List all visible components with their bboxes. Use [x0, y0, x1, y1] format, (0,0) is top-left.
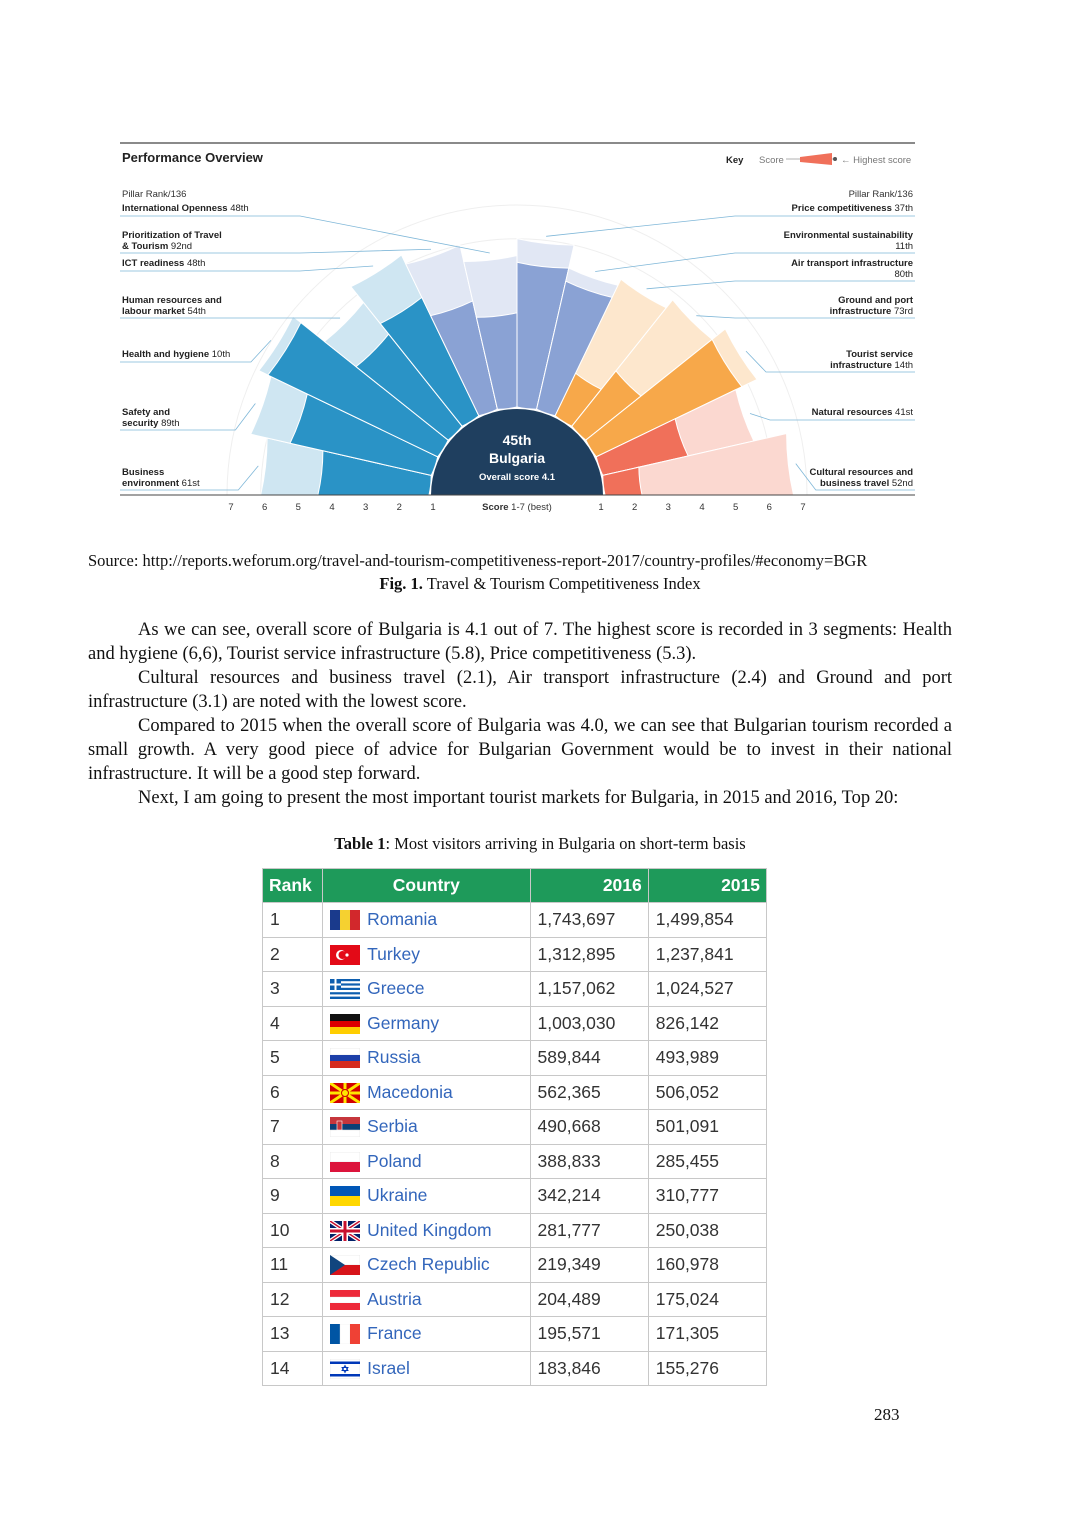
- pillar-label: & Tourism 92nd: [122, 241, 193, 252]
- figure-source: Source: http://reports.weforum.org/travel-and-tourism-competitiveness-report-2017/country-profiles/#economy=BGR: [88, 551, 868, 570]
- israel-flag-icon: [330, 1359, 360, 1379]
- pillar-rank: 48th: [186, 258, 206, 269]
- country-link[interactable]: Austria: [367, 1288, 422, 1309]
- pillar-rank: 80th: [894, 269, 913, 280]
- cell-2016: 219,349: [530, 1248, 648, 1283]
- czech-flag-icon: [330, 1255, 360, 1275]
- cell-2015: 493,989: [648, 1041, 766, 1076]
- table-label: Table 1: [334, 834, 386, 853]
- cell-2016: 183,846: [530, 1351, 648, 1386]
- cell-2015: 1,499,854: [648, 903, 766, 938]
- table-row: [263, 1248, 767, 1283]
- cell-2015: 285,455: [648, 1144, 766, 1179]
- axis-tick-label: 1: [598, 502, 604, 513]
- center-country: Bulgaria: [488, 450, 546, 466]
- cell-rank: 2: [263, 937, 323, 972]
- cell-rank: 9: [263, 1179, 323, 1214]
- table-row: [263, 1075, 767, 1110]
- page-number: 283: [874, 1405, 900, 1424]
- axis-tick-label: 4: [329, 502, 335, 513]
- axis-label-score: Score: [482, 502, 509, 513]
- pillar-label: Tourist service: [846, 349, 913, 360]
- performance-overview-figure: [110, 135, 925, 520]
- cell-rank: 4: [263, 1006, 323, 1041]
- cell-2015: 250,038: [648, 1213, 766, 1248]
- pillar-label: labour market 54th: [122, 306, 206, 317]
- pillar-rank: 92nd: [170, 241, 193, 252]
- cell-2016: 204,489: [530, 1282, 648, 1317]
- cell-rank: 6: [263, 1075, 323, 1110]
- pillar-label: infrastructure 14th: [830, 360, 913, 371]
- pillar-label: Business: [122, 467, 165, 478]
- pillar-label: Environmental sustainability: [783, 230, 913, 241]
- country-link[interactable]: Russia: [367, 1047, 421, 1068]
- cell-country: [323, 1248, 530, 1283]
- center-overall-score: Overall score 4.1: [478, 472, 556, 483]
- cell-2016: 490,668: [530, 1110, 648, 1145]
- cell-2015: 1,024,527: [648, 972, 766, 1007]
- header-2016: 2016: [530, 869, 648, 903]
- uk-flag-icon: [330, 1221, 360, 1241]
- table-row: [263, 1351, 767, 1386]
- pillar-label: business travel 52nd: [820, 478, 913, 489]
- cell-2016: 1,312,895: [530, 937, 648, 972]
- cell-country: [323, 903, 530, 938]
- table-row: [263, 1317, 767, 1352]
- country-link[interactable]: Poland: [367, 1150, 422, 1171]
- table-row: [263, 903, 767, 938]
- cell-2015: 826,142: [648, 1006, 766, 1041]
- figure-caption-text: Travel & Tourism Competitiveness Index: [422, 574, 701, 593]
- table-row: [263, 1006, 767, 1041]
- table-row: [263, 1179, 767, 1214]
- cell-2015: 501,091: [648, 1110, 766, 1145]
- macedonia-flag-icon: [330, 1083, 360, 1103]
- body-text: [88, 618, 952, 810]
- pillar-label: Natural resources 41st: [811, 407, 913, 418]
- axis-tick-label: 3: [363, 502, 369, 513]
- performance-chart: [110, 135, 925, 520]
- cell-2016: 281,777: [530, 1213, 648, 1248]
- key-highest-label: ← Highest score: [841, 155, 912, 166]
- axis-tick-label: 1: [430, 502, 436, 513]
- rank-header-left: Pillar Rank/136: [122, 189, 187, 200]
- header-rank: Rank: [263, 869, 323, 903]
- france-flag-icon: [330, 1324, 360, 1344]
- table-row: [263, 1041, 767, 1076]
- austria-flag-icon: [330, 1290, 360, 1310]
- axis-tick-label: 7: [228, 502, 234, 513]
- key-label: Key: [726, 155, 744, 166]
- key-dot: [833, 157, 837, 161]
- pillar-label: environment 61st: [122, 478, 200, 489]
- pillar-label: Human resources and: [122, 295, 222, 306]
- cell-country: [323, 1351, 530, 1386]
- pillar-rank: 41st: [895, 407, 913, 418]
- axis-tick-label: 2: [632, 502, 638, 513]
- cell-2015: 160,978: [648, 1248, 766, 1283]
- pillar-rank: 54th: [187, 306, 206, 317]
- cell-rank: 14: [263, 1351, 323, 1386]
- paragraph: Cultural resources and business travel (2.1), Air transport infrastructure (2.4) and Ground and port infrastructure (3.1) are noted with the lowest score.: [88, 668, 952, 712]
- pillar-label: Price competitiveness 37th: [791, 203, 913, 214]
- pillar-rank: 14th: [894, 360, 913, 371]
- header-country: Country: [323, 869, 530, 903]
- key-swatch: [800, 153, 832, 165]
- pillar-rank: 52nd: [891, 478, 913, 489]
- table-header-row: [263, 869, 767, 903]
- cell-country: [323, 1006, 530, 1041]
- pillar-label: Prioritization of Travel: [122, 230, 222, 241]
- cell-2015: 171,305: [648, 1317, 766, 1352]
- pillar-rank: 61st: [181, 478, 200, 489]
- country-link[interactable]: Czech Republic: [367, 1254, 490, 1275]
- russia-flag-icon: [330, 1048, 360, 1068]
- cell-2015: 155,276: [648, 1351, 766, 1386]
- table-row: [263, 1213, 767, 1248]
- pillar-label: Health and hygiene 10th: [122, 349, 231, 360]
- cell-rank: 7: [263, 1110, 323, 1145]
- axis-label: [482, 502, 552, 513]
- cell-rank: 10: [263, 1213, 323, 1248]
- pillar-label: [895, 269, 914, 280]
- axis-label-range: 1-7 (best): [508, 502, 552, 513]
- serbia-flag-icon: [330, 1117, 360, 1137]
- cell-2015: 506,052: [648, 1075, 766, 1110]
- rank-header-right: Pillar Rank/136: [848, 189, 913, 200]
- ukraine-flag-icon: [330, 1186, 360, 1206]
- cell-rank: 1: [263, 903, 323, 938]
- axis-tick-label: 5: [295, 502, 301, 513]
- cell-country: [323, 972, 530, 1007]
- country-link[interactable]: France: [367, 1323, 422, 1344]
- pillar-label: Ground and port: [838, 295, 913, 306]
- table-row: [263, 1110, 767, 1145]
- key-score-label: Score: [759, 155, 784, 166]
- axis-tick-label: 5: [733, 502, 739, 513]
- table-caption: [0, 834, 1080, 854]
- pillar-rank: 89th: [161, 418, 180, 429]
- cell-country: [323, 1213, 530, 1248]
- cell-rank: 13: [263, 1317, 323, 1352]
- table-body: [263, 903, 767, 1386]
- cell-rank: 8: [263, 1144, 323, 1179]
- cell-country: [323, 1144, 530, 1179]
- figure-label: Fig. 1.: [379, 574, 423, 593]
- axis-tick-label: 4: [699, 502, 705, 513]
- cell-2015: 175,024: [648, 1282, 766, 1317]
- table-row: [263, 972, 767, 1007]
- country-link[interactable]: Macedonia: [367, 1081, 453, 1102]
- cell-country: [323, 1282, 530, 1317]
- cell-2016: 1,157,062: [530, 972, 648, 1007]
- cell-country: [323, 1075, 530, 1110]
- table-row: [263, 1144, 767, 1179]
- cell-country: [323, 1317, 530, 1352]
- pillar-label: [895, 241, 913, 252]
- pillar-label: ICT readiness 48th: [122, 258, 206, 269]
- table-caption-text: : Most visitors arriving in Bulgaria on short-term basis: [385, 834, 746, 853]
- pillar-label: International Openness 48th: [122, 203, 249, 214]
- cell-rank: 3: [263, 972, 323, 1007]
- pillar-rank: 48th: [230, 203, 249, 214]
- cell-country: [323, 1179, 530, 1214]
- country-link[interactable]: Greece: [367, 978, 425, 999]
- center-rank: 45th: [502, 432, 532, 448]
- cell-2016: 342,214: [530, 1179, 648, 1214]
- axis-tick-label: 7: [800, 502, 806, 513]
- cell-rank: 12: [263, 1282, 323, 1317]
- country-link[interactable]: Ukraine: [367, 1185, 428, 1206]
- pillar-rank: 11th: [895, 241, 913, 252]
- pillar-label: infrastructure 73rd: [829, 306, 913, 317]
- cell-2016: 589,844: [530, 1041, 648, 1076]
- table-row: [263, 1282, 767, 1317]
- cell-2015: 1,237,841: [648, 937, 766, 972]
- pillar-rank: 10th: [211, 349, 231, 360]
- figure-caption: [0, 574, 1080, 594]
- country-link[interactable]: Germany: [367, 1012, 440, 1033]
- paragraph: Compared to 2015 when the overall score of Bulgaria was 4.0, we can see that Bulgarian tourism recorded a small growth. A very good piece of advice for Bulgarian Government would be to invest in their national infrastructure. It will be a good step forward.: [88, 716, 952, 784]
- chart-title: Performance Overview: [122, 150, 263, 165]
- poland-flag-icon: [330, 1152, 360, 1172]
- pillar-label: Cultural resources and: [809, 467, 913, 478]
- country-link[interactable]: Serbia: [367, 1116, 418, 1137]
- greece-flag-icon: [330, 979, 360, 999]
- cell-2016: 1,003,030: [530, 1006, 648, 1041]
- country-link[interactable]: United Kingdom: [367, 1219, 492, 1240]
- pillar-label: Safety and: [122, 407, 171, 418]
- axis-tick-label: 2: [396, 502, 402, 513]
- country-link[interactable]: Israel: [367, 1357, 410, 1378]
- country-link[interactable]: Turkey: [367, 943, 420, 964]
- header-2015: 2015: [648, 869, 766, 903]
- turkey-flag-icon: [330, 945, 360, 965]
- pillar-rank: 73rd: [893, 306, 913, 317]
- cell-2016: 562,365: [530, 1075, 648, 1110]
- paragraph: As we can see, overall score of Bulgaria is 4.1 out of 7. The highest score is recorded in 3 segments: Health and hygiene (6,6), Tourist service infrastructure (5.8), Price competitiveness (5.3).: [88, 620, 952, 664]
- country-link[interactable]: Romania: [367, 909, 438, 930]
- pillar-rank: 37th: [894, 203, 913, 214]
- pillar-label: security 89th: [122, 418, 180, 429]
- germany-flag-icon: [330, 1014, 360, 1034]
- romania-flag-icon: [330, 910, 360, 930]
- cell-2016: 195,571: [530, 1317, 648, 1352]
- cell-country: [323, 937, 530, 972]
- pillar-label: Air transport infrastructure: [791, 258, 913, 269]
- visitors-table: [262, 868, 767, 1386]
- cell-country: [323, 1110, 530, 1145]
- cell-2016: 1,743,697: [530, 903, 648, 938]
- cell-country: [323, 1041, 530, 1076]
- pillar-leader-line: [647, 281, 915, 289]
- cell-2016: 388,833: [530, 1144, 648, 1179]
- cell-rank: 5: [263, 1041, 323, 1076]
- axis-tick-label: 6: [262, 502, 268, 513]
- paragraph: Next, I am going to present the most important tourist markets for Bulgaria, in 2015 and 2016, Top 20:: [138, 788, 899, 808]
- cell-2015: 310,777: [648, 1179, 766, 1214]
- table-row: [263, 937, 767, 972]
- axis-tick-label: 6: [766, 502, 772, 513]
- axis-tick-label: 3: [665, 502, 671, 513]
- cell-rank: 11: [263, 1248, 323, 1283]
